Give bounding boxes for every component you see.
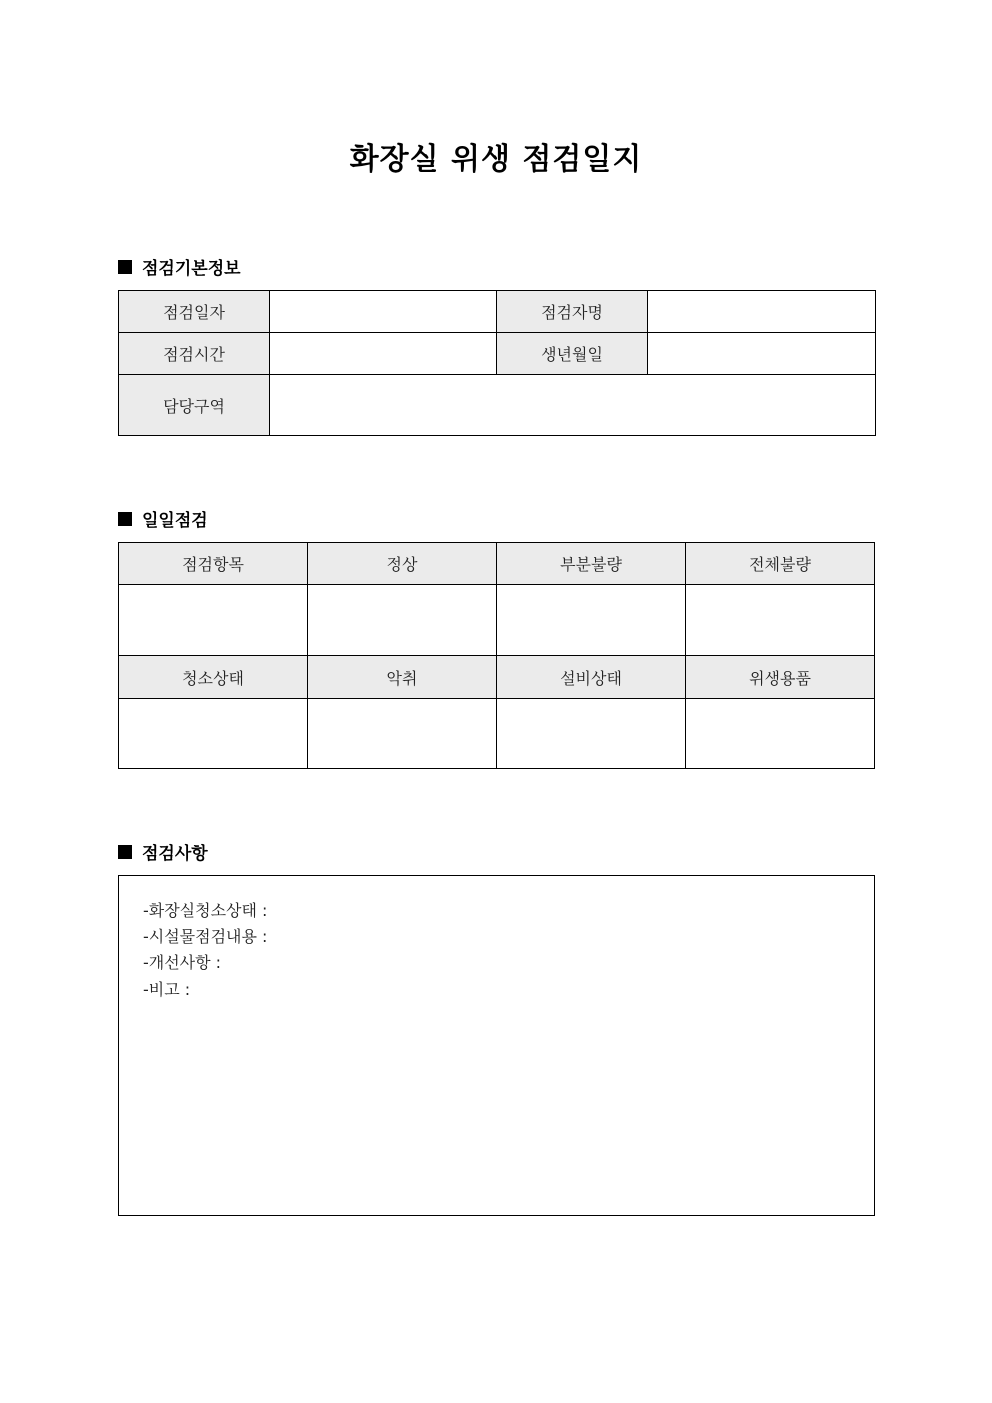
daily-check-table (118, 542, 875, 769)
input-cell[interactable] (686, 585, 875, 656)
input-cell[interactable] (686, 699, 875, 769)
input-cell[interactable] (308, 699, 497, 769)
input-cell[interactable] (119, 699, 308, 769)
inspection-date-field[interactable] (270, 291, 497, 333)
header-cell: 점검항목 (119, 543, 308, 585)
birthdate-field[interactable] (648, 333, 876, 375)
label-inspection-time: 점검시간 (119, 333, 270, 375)
inspector-name-field[interactable] (648, 291, 876, 333)
header-cell: 위생용품 (686, 656, 875, 699)
note-line: -비고 : (143, 980, 191, 999)
basic-info-table (118, 290, 876, 436)
notes-box[interactable] (118, 875, 875, 1216)
square-bullet-icon (118, 845, 132, 859)
header-cell: 설비상태 (497, 656, 686, 699)
label-inspection-date: 점검일자 (119, 291, 270, 333)
header-cell: 부분불량 (497, 543, 686, 585)
section-heading-daily: 일일점검 (118, 506, 208, 531)
input-cell[interactable] (308, 585, 497, 656)
input-cell[interactable] (497, 699, 686, 769)
inspection-time-field[interactable] (270, 333, 497, 375)
note-line: -시설물점검내용 : (143, 927, 268, 946)
input-cell[interactable] (119, 585, 308, 656)
label-inspector-name: 점검자명 (497, 291, 648, 333)
note-line: -화장실청소상태 : (143, 901, 268, 920)
page-title: 화장실 위생 점검일지 (349, 142, 643, 177)
square-bullet-icon (118, 512, 132, 526)
section-heading-notes: 점검사항 (118, 839, 208, 864)
label-birthdate: 생년월일 (497, 333, 648, 375)
header-cell: 전체불량 (686, 543, 875, 585)
assigned-area-field[interactable] (270, 375, 876, 436)
header-cell: 청소상태 (119, 656, 308, 699)
section-heading-basic: 점검기본정보 (118, 254, 241, 279)
square-bullet-icon (118, 260, 132, 274)
label-assigned-area: 담당구역 (119, 375, 270, 436)
header-cell: 악취 (308, 656, 497, 699)
header-cell: 정상 (308, 543, 497, 585)
input-cell[interactable] (497, 585, 686, 656)
note-line: -개선사항 : (143, 953, 222, 972)
